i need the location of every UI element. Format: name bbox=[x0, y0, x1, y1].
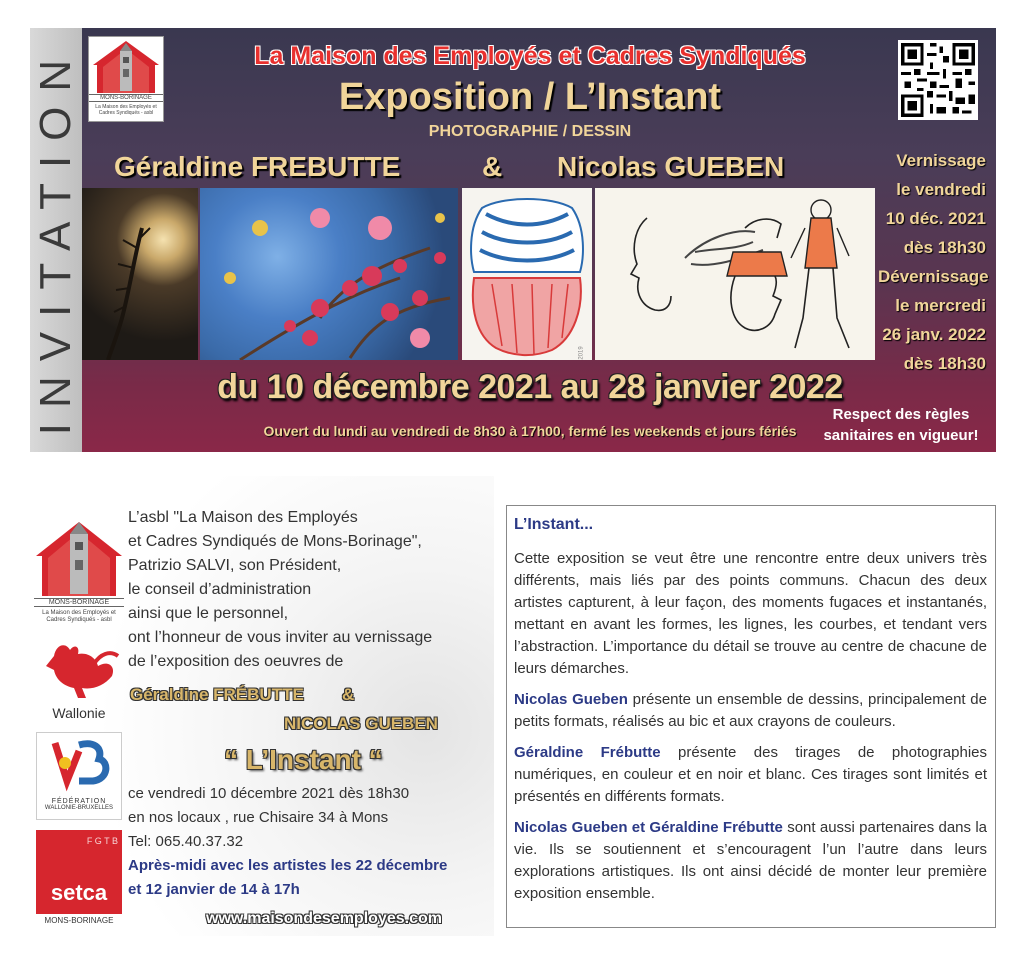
vernissage-info bbox=[878, 146, 989, 378]
invitation-strip bbox=[30, 28, 82, 452]
afternoon-line: et 12 janvier de 14 à 17h bbox=[128, 881, 300, 898]
maison-logo-small bbox=[34, 516, 124, 624]
logo-caption: MONS-BORINAGE bbox=[34, 598, 124, 607]
invitation-banner bbox=[30, 28, 996, 452]
federation-wb-logo bbox=[36, 732, 122, 820]
setca-region: MONS-BORINAGE bbox=[36, 914, 122, 928]
sanitary-notice bbox=[806, 404, 996, 446]
description-box bbox=[506, 505, 996, 928]
wb-icon bbox=[37, 733, 121, 793]
exhibition-title: Exposition / L’Instant bbox=[338, 76, 722, 118]
photo-blossoms bbox=[200, 188, 458, 360]
paragraph-text: présente des tirages de photographies numériques, en couleur et en noir et blanc. Ces tirages sont limités et présentés en différents formats. bbox=[514, 744, 987, 805]
invite-line: de l’exposition des oeuvres de bbox=[128, 653, 344, 670]
wallonie-label: Wallonie bbox=[52, 705, 106, 721]
website-link[interactable]: www.maisondesemployes.com bbox=[206, 910, 442, 927]
federation-sub: WALLONIE-BRUXELLES bbox=[44, 805, 114, 811]
association-name: La Maison des Employés et Cadres Syndiqués bbox=[254, 42, 806, 70]
side-info-line: Vernissage bbox=[896, 151, 986, 170]
drawing-faces-figure bbox=[595, 188, 875, 360]
house-tower-icon bbox=[89, 37, 163, 93]
drawing-blue-red-shape bbox=[462, 188, 592, 360]
photo-moon-silhouette bbox=[82, 188, 198, 360]
artist-name-highlight: Nicolas Gueben bbox=[514, 691, 628, 708]
detail-line: ce vendredi 10 décembre 2021 dès 18h30 bbox=[128, 785, 410, 802]
side-info-line: dès 18h30 bbox=[903, 238, 986, 257]
description-paragraph-3 bbox=[514, 742, 987, 808]
invitation-text bbox=[128, 506, 498, 674]
sponsor-logos bbox=[34, 516, 124, 928]
house-tower-icon bbox=[34, 516, 124, 596]
invite-line: le conseil d’administration bbox=[128, 581, 312, 598]
sanitary-line: sanitaires en vigueur! bbox=[823, 427, 979, 444]
exhibition-dates: du 10 décembre 2021 au 28 janvier 2022 bbox=[217, 368, 843, 406]
paragraph-text: sont aussi partenaires dans la vie. Ils se soutiennent et s’encouragent l’un l’autre dans leurs explorations artistiques. Ils ont ainsi décidé de monter leur première exposition ensemble. bbox=[514, 819, 987, 902]
logo-caption: MONS-BORINAGE bbox=[89, 94, 163, 102]
phone-number: Tel: 065.40.37.32 bbox=[128, 833, 244, 850]
drawing-signature: 2019 bbox=[578, 346, 585, 360]
side-info-line: 10 déc. 2021 bbox=[885, 209, 986, 228]
rooster-icon bbox=[34, 636, 124, 700]
side-info-line: le vendredi bbox=[896, 180, 986, 199]
invite-line: ont l’honneur de vous inviter au vernissage bbox=[128, 629, 433, 646]
side-info-line: dès 18h30 bbox=[903, 354, 986, 373]
logo-subcaption: La Maison des Employés et Cadres Syndiqués - asbl bbox=[95, 104, 157, 116]
invite-line: ainsi que le personnel, bbox=[128, 605, 289, 622]
sanitary-line: Respect des règles bbox=[832, 406, 970, 423]
artist-2-name: Nicolas GUEBEN bbox=[557, 151, 785, 182]
logo-subcaption: La Maison des Employés et Cadres Syndiqués - asbl bbox=[42, 610, 116, 623]
invitation-label: INVITATION bbox=[31, 44, 80, 436]
description-paragraph-2 bbox=[514, 689, 987, 733]
invitation-panel bbox=[34, 476, 494, 936]
instant-title: “ L’Instant “ bbox=[224, 744, 383, 775]
side-info-line: le mercredi bbox=[895, 296, 986, 315]
afternoon-line: Après-midi avec les artistes les 22 décembre bbox=[128, 857, 448, 874]
setca-fgtb: F G T B bbox=[86, 836, 118, 846]
artist-1-name-small: Géraldine FRÉBUTTE bbox=[130, 685, 304, 704]
side-info-line: 26 janv. 2022 bbox=[882, 325, 986, 344]
setca-logo bbox=[36, 830, 122, 928]
federation-label: FÉDÉRATION bbox=[51, 798, 107, 805]
detail-line: en nos locaux , rue Chisaire 34 à Mons bbox=[128, 809, 389, 826]
qr-code-icon[interactable] bbox=[898, 40, 978, 120]
side-info-line: Dévernissage bbox=[878, 267, 989, 286]
artist-ampersand-small: & bbox=[342, 685, 355, 704]
maison-logo bbox=[88, 36, 164, 122]
invite-line: et Cadres Syndiqués de Mons-Borinage", bbox=[128, 533, 422, 550]
setca-name: setca bbox=[50, 880, 108, 905]
description-heading: L’Instant... bbox=[514, 516, 594, 533]
description-paragraph-1: Cette exposition se veut être une rencontre entre deux univers très différents, mais liés par des points communs. Chacun des deux artistes capturent, à leur façon, des moments fugaces et instantanés, mettant en avant les formes, les lignes, les courbes, et tendant vers l’abstraction. L’importance du détail se trouve au centre de chacune de leurs démarches. bbox=[514, 550, 987, 677]
invite-line: Patrizio SALVI, son Président, bbox=[128, 557, 342, 574]
artist-ampersand: & bbox=[482, 151, 503, 182]
artist-name-highlight: Géraldine Frébutte bbox=[514, 744, 661, 761]
artist-2-name-small: NICOLAS GUEBEN bbox=[284, 714, 438, 733]
exhibition-subtitle: PHOTOGRAPHIE / DESSIN bbox=[428, 123, 632, 140]
artist-1-name: Géraldine FREBUTTE bbox=[114, 151, 401, 182]
invite-line: L’asbl "La Maison des Employés bbox=[128, 509, 358, 526]
description-paragraph-4 bbox=[514, 817, 987, 905]
paragraph-text: présente un ensemble de dessins, principalement de petits formats, réalisés au bic et aux crayons de couleurs. bbox=[514, 691, 987, 730]
opening-hours: Ouvert du lundi au vendredi de 8h30 à 17h00, fermé les weekends et jours fériés bbox=[263, 423, 797, 439]
event-details bbox=[128, 782, 498, 902]
artist-name-highlight: Nicolas Gueben et Géraldine Frébutte bbox=[514, 819, 783, 836]
wallonie-logo bbox=[34, 636, 124, 720]
